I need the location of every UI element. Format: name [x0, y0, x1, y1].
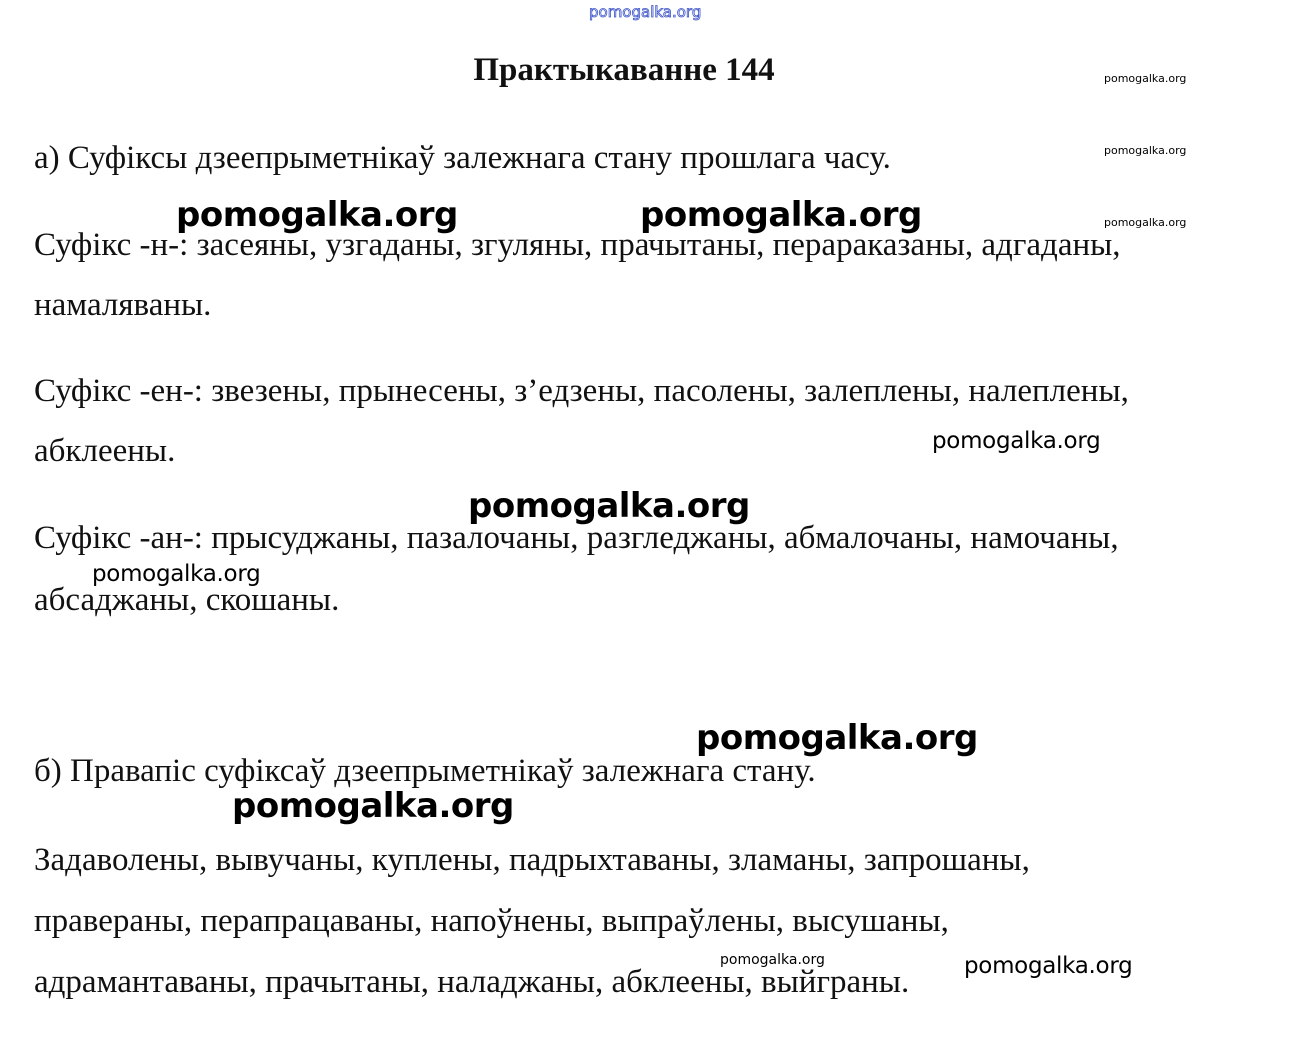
watermark: pomogalka.org: [1104, 144, 1187, 157]
watermark: pomogalka.org: [176, 195, 458, 235]
watermark: pomogalka.org: [932, 428, 1101, 454]
suffix-n-line-1: Суфікс -н-: засеяны, узгаданы, згуляны, прачытаны, перараказаны, адгаданы,: [34, 227, 1121, 263]
watermark: pomogalka.org: [92, 561, 261, 587]
watermark: pomogalka.org: [1104, 216, 1187, 229]
suffix-an-line-2: абсаджаны, скошаны.: [34, 582, 340, 618]
watermark: pomogalka.org: [232, 786, 514, 826]
watermark: pomogalka.org: [468, 486, 750, 526]
section-b-line-3: адрамантаваны, прачытаны, наладжаны, абклеены, выйграны.: [34, 964, 910, 1000]
watermark: pomogalka.org: [1104, 72, 1187, 85]
watermark: pomogalka.org: [640, 195, 922, 235]
suffix-an-line-1: Суфікс -ан-: прысуджаны, пазалочаны, разгледжаны, абмалочаны, намочаны,: [34, 520, 1119, 556]
watermark: pomogalka.org: [964, 953, 1133, 979]
suffix-en-line-2: абклеены.: [34, 433, 176, 469]
watermark: pomogalka.org: [696, 718, 978, 758]
watermark: pomogalka.org: [720, 952, 825, 968]
section-b-line-1: Задаволены, вывучаны, куплены, падрыхтаваны, зламаны, запрошаны,: [34, 842, 1030, 878]
top-watermark: pomogalka.org: [589, 3, 702, 21]
page-title: Практыкаванне 144: [473, 52, 775, 88]
section-b-heading: б) Правапіс суфіксаў дзеепрыметнікаў залежнага стану.: [34, 753, 816, 789]
suffix-n-line-2: намаляваны.: [34, 287, 212, 323]
section-a-heading: а) Суфіксы дзеепрыметнікаў залежнага стану прошлага часу.: [34, 140, 891, 176]
section-b-line-2: праверaны, перапрацаваны, напоўнены, выпраўлены, высушаны,: [34, 903, 949, 939]
suffix-en-line-1: Суфікс -ен-: звезены, прынесены, з’едзены, пасолены, залеплены, налеплены,: [34, 373, 1129, 409]
